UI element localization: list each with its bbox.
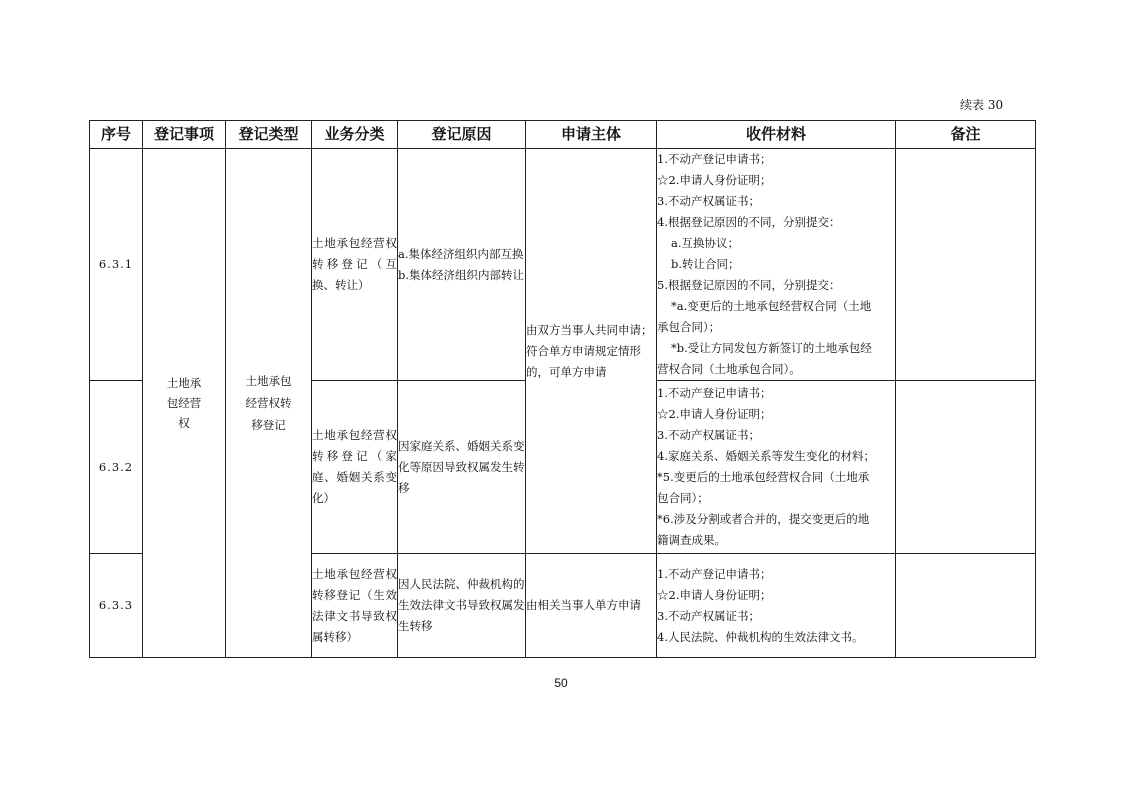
registration-reason-cell [398,554,526,658]
header-applicant: 申请主体 [526,121,657,149]
material-line: 1.不动产登记申请书； [657,386,772,400]
applicant-text: 由相关当事人单方申请 [526,598,641,612]
row-seq: 6.3.3 [90,554,143,658]
business-category-cell [312,554,398,658]
business-category-text: 土地承包经营权转移登记（家庭、婚姻关系变化） [312,428,397,505]
registration-type-cell [226,149,312,658]
applicant-text: 由双方当事人共同申请；符合单方申请规定情形的，可单方申请 [526,322,653,379]
header-seq: 序号 [90,121,143,149]
material-line: ☆2.申请人身份证明； [657,173,772,187]
registration-item-text: 土地承包经营权 [166,376,202,430]
remark-cell [896,381,1036,554]
row-seq: 6.3.1 [90,149,143,381]
business-category-cell [312,381,398,554]
table-header-row [90,121,1036,149]
header-materials: 收件材料 [657,121,896,149]
header-registration-type: 登记类型 [226,121,312,149]
materials-cell [657,149,896,381]
registration-reason-text: 因家庭关系、婚姻关系变化等原因导致权属发生转移 [398,438,525,495]
material-line: 5.根据登记原因的不同，分别提交： [657,278,841,292]
registration-reason-text: 因人民法院、仲裁机构的生效法律文书导致权属发生转移 [398,577,525,633]
table-row [90,149,1036,381]
material-line: ☆2.申请人身份证明； [657,587,772,602]
registration-type-text: 土地承包经营权转移登记 [245,374,292,432]
remark-cell [896,554,1036,658]
materials-cell [657,381,896,554]
material-line: 包合同）； [657,491,709,505]
material-line: ☆2.申请人身份证明； [657,407,772,421]
reason-line: a.集体经济组织内部互换 [398,246,524,261]
material-line: 3.不动产权属证书； [657,428,760,442]
materials-cell [657,554,896,658]
header-registration-reason: 登记原因 [398,121,526,149]
material-line: *6.涉及分割或者合并的，提交变更后的地 [657,512,870,526]
material-line: 籍调查成果。 [657,533,726,547]
material-line: 1.不动产登记申请书； [657,152,772,166]
material-line: 4.根据登记原因的不同，分别提交： [657,215,841,229]
material-line: 承包合同）； [657,320,721,334]
continued-table-label: 续表 30 [960,98,1004,112]
header-registration-item: 登记事项 [143,121,226,149]
registration-reason-cell [398,149,526,381]
applicant-cell [526,149,657,554]
material-line: 3.不动产权属证书； [657,194,760,208]
row-seq: 6.3.2 [90,381,143,554]
registration-item-cell [143,149,226,658]
registration-reason-text [398,244,525,286]
material-line: 1.不动产登记申请书； [657,566,772,581]
material-line: b.转让合同； [671,257,740,271]
material-line: 4.家庭关系、婚姻关系等发生变化的材料； [657,449,875,463]
material-line: *b.受让方同发包方新签订的土地承包经 [671,341,872,355]
business-category-cell [312,149,398,381]
business-category-text: 土地承包经营权转移登记（互换、转让） [312,236,397,292]
material-line: *a.变更后的土地承包经营权合同（土地 [671,299,872,313]
business-category-text: 土地承包经营权转移登记（生效法律文书导致权属转移） [312,566,397,644]
applicant-cell [526,554,657,658]
reason-line: b.集体经济组织内部转让 [398,267,525,282]
material-line: *5.变更后的土地承包经营权合同（土地承 [657,470,870,484]
material-line: 3.不动产权属证书； [657,608,760,623]
material-line: 营权合同（土地承包合同）。 [657,362,801,376]
page-number: 50 [554,676,568,690]
material-line: a.互换协议； [671,236,740,250]
registration-table [89,120,1036,658]
material-line: 4.人民法院、仲裁机构的生效法律文书。 [657,629,864,644]
remark-cell [896,149,1036,381]
header-remarks: 备注 [896,121,1036,149]
registration-reason-cell [398,381,526,554]
header-business-category: 业务分类 [312,121,398,149]
